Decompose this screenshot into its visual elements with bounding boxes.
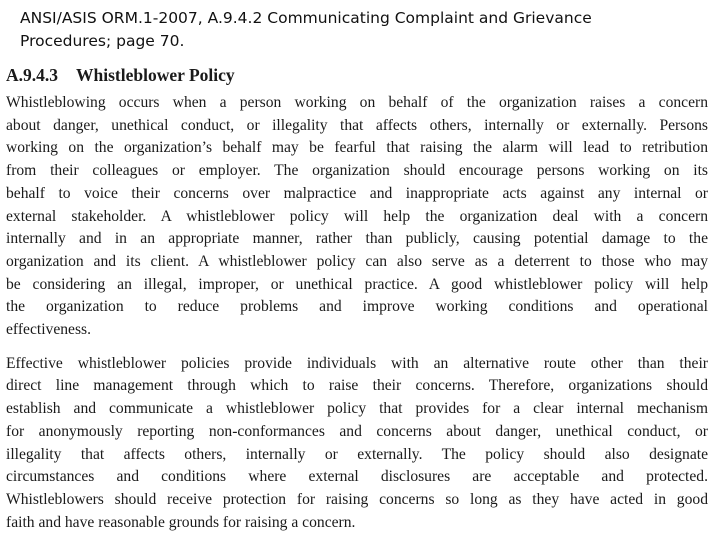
paragraph-line: establish and communicate a whistleblower policy that provides for a clear internal mechanism: [6, 400, 708, 418]
paragraph-line: Whistleblowing occurs when a person working on behalf of the organization raises a concern: [6, 94, 708, 111]
paragraph-line: circumstances and conditions where external disclosures are acceptable and protected.: [6, 468, 708, 486]
paragraph-2: [6, 353, 712, 535]
scanned-document-excerpt: [4, 62, 712, 545]
paragraph-line: organization and its client. A whistleblower policy can also serve as a deterrent to those who may: [6, 252, 708, 270]
section-number: A.9.4.3: [6, 65, 59, 85]
paragraph-line: faith and have reasonable grounds for raising a concern.: [6, 513, 356, 531]
paragraph-line: about danger, unethical conduct, or illegality that affects others, internally or externally. Persons: [6, 116, 708, 134]
caption-line-1: ANSI/ASIS ORM.1-2007, A.9.4.2 Communicating Complaint and Grievance: [20, 9, 592, 27]
paragraph-line: behalf to voice their concerns over malpractice and inappropriate acts against any internal or: [6, 184, 708, 202]
paragraph-line: effectiveness.: [6, 321, 92, 339]
paragraph-line: external stakeholder. A whistleblower policy will help the organization deal with a concern: [6, 207, 708, 225]
paragraph-line: direct line management through which to raise their concerns. Therefore, organizations should: [6, 377, 708, 395]
paragraph-1: [6, 92, 712, 342]
paragraph-line: working on the organization’s behalf may be fearful that raising the alarm will lead to retribution: [6, 139, 708, 157]
section-title: Whistleblower Policy: [76, 65, 235, 85]
paragraph-line: for anonymously reporting non-conformances and concerns about danger, unethical conduct, or: [6, 422, 708, 440]
paragraph-line: from their colleagues or employer. The organization should encourage persons working on its: [6, 162, 708, 180]
paragraph-line: the organization to reduce problems and improve working conditions and operational: [6, 298, 708, 316]
slide-caption: [20, 7, 700, 53]
paragraph-line: Whistleblowers should receive protection for raising concerns so long as they have acted in good: [6, 490, 708, 508]
paragraph-line: internally and in an appropriate manner, rather than publicly, causing potential damage to the: [6, 230, 708, 248]
paragraph-line: illegality that affects others, internally or externally. The policy should also designate: [6, 445, 708, 463]
paragraph-line: be considering an illegal, improper, or unethical practice. A good whistleblower policy will help: [6, 275, 708, 293]
section-heading: [6, 62, 712, 88]
paragraph-line: Effective whistleblower policies provide individuals with an alternative route other than their: [6, 354, 708, 372]
caption-line-2: Procedures; page 70.: [20, 32, 185, 50]
